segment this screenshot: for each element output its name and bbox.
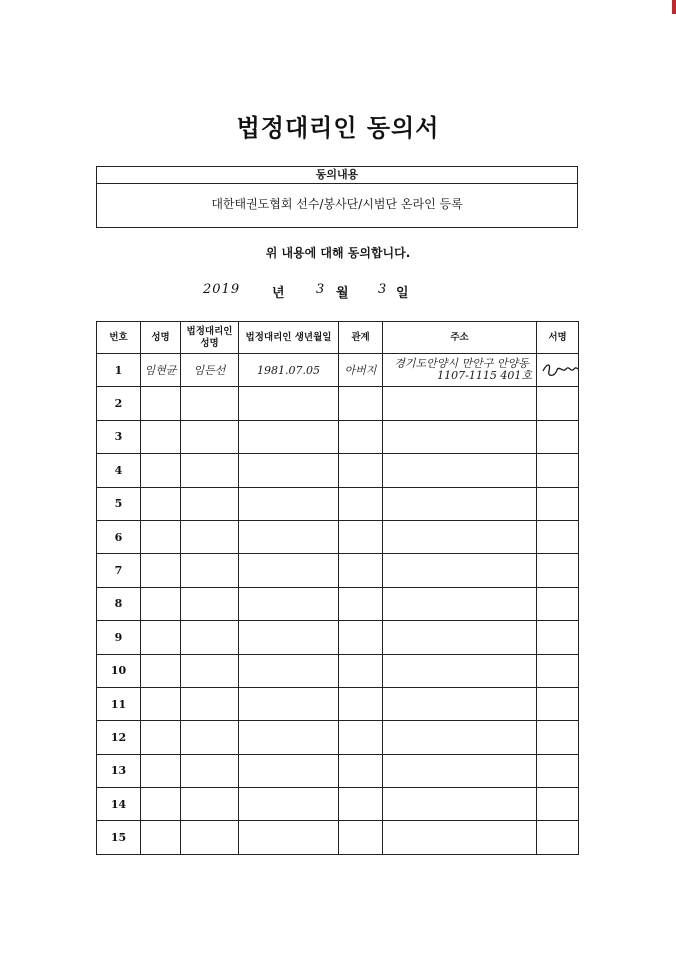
handwritten-signature [541, 357, 579, 383]
relation [339, 754, 383, 787]
guardian-birthdate [239, 487, 339, 520]
student-name [141, 621, 181, 654]
relation [339, 520, 383, 553]
table-row [97, 454, 579, 487]
relation [339, 587, 383, 620]
student-name [141, 420, 181, 453]
header-signature: 서명 [537, 322, 579, 354]
guardian-birthdate: 1981.07.05 [239, 354, 339, 387]
guardian-birthdate [239, 788, 339, 821]
guardian-name [181, 754, 239, 787]
address [383, 788, 537, 821]
address [383, 354, 537, 387]
relation [339, 387, 383, 420]
row-number: 12 [97, 721, 141, 754]
row-number: 2 [97, 387, 141, 420]
document-title: 법정대리인 동의서 [236, 114, 440, 142]
row-number: 4 [97, 454, 141, 487]
table-row [97, 554, 579, 587]
address [383, 587, 537, 620]
student-name: 임현균 [141, 354, 181, 387]
address [383, 520, 537, 553]
signature-cell [537, 621, 579, 654]
header-guardian-name: 법정대리인 성명 [181, 322, 239, 354]
relation [339, 788, 383, 821]
table-row [97, 387, 579, 420]
student-name [141, 487, 181, 520]
address [383, 454, 537, 487]
student-name [141, 454, 181, 487]
date-year-unit: 년 [272, 286, 285, 301]
guardian-birthdate [239, 721, 339, 754]
guardian-name: 임든선 [181, 354, 239, 387]
student-name [141, 520, 181, 553]
table-row [97, 687, 579, 720]
table-row [97, 420, 579, 453]
signature-cell [537, 821, 579, 854]
relation: 아버지 [339, 354, 383, 387]
address [383, 487, 537, 520]
guardian-birthdate [239, 687, 339, 720]
consent-header: 동의내용 [97, 167, 577, 184]
header-address: 주소 [383, 322, 537, 354]
relation [339, 721, 383, 754]
table-row [97, 721, 579, 754]
table-row [97, 520, 579, 553]
row-number: 10 [97, 654, 141, 687]
signature-cell [537, 754, 579, 787]
guardian-name [181, 721, 239, 754]
row-number: 14 [97, 788, 141, 821]
student-name [141, 587, 181, 620]
guardian-name [181, 454, 239, 487]
guardian-birthdate [239, 454, 339, 487]
table-row [97, 587, 579, 620]
table-row [97, 354, 579, 387]
signature-cell [537, 354, 579, 387]
guardian-name [181, 687, 239, 720]
table-row [97, 788, 579, 821]
row-number: 3 [97, 420, 141, 453]
date-row [0, 282, 676, 302]
address-line-1: 경기도안양시 만안구 안양동 [394, 357, 529, 371]
signature-cell [537, 721, 579, 754]
address-line-2: 1107-1115 401호 [437, 369, 532, 383]
guardian-name [181, 387, 239, 420]
row-number: 13 [97, 754, 141, 787]
table-row [97, 654, 579, 687]
header-guardian-birth: 법정대리인 생년월일 [239, 322, 339, 354]
relation [339, 654, 383, 687]
address [383, 621, 537, 654]
signature-cell [537, 487, 579, 520]
guardian-name [181, 554, 239, 587]
signature-cell [537, 788, 579, 821]
guardian-birthdate [239, 587, 339, 620]
row-number: 6 [97, 520, 141, 553]
relation [339, 821, 383, 854]
relation [339, 454, 383, 487]
student-name [141, 687, 181, 720]
table-row [97, 487, 579, 520]
table-row [97, 621, 579, 654]
guardian-birthdate [239, 554, 339, 587]
address [383, 387, 537, 420]
table-header-row [97, 322, 579, 354]
row-number: 9 [97, 621, 141, 654]
signature-cell [537, 554, 579, 587]
consent-box [96, 166, 578, 228]
signature-cell [537, 454, 579, 487]
guardian-birthdate [239, 621, 339, 654]
row-number: 5 [97, 487, 141, 520]
guardian-birthdate [239, 420, 339, 453]
guardian-birthdate [239, 754, 339, 787]
table-row [97, 754, 579, 787]
row-number: 7 [97, 554, 141, 587]
address [383, 754, 537, 787]
guardian-name [181, 520, 239, 553]
signature-cell [537, 654, 579, 687]
guardian-name [181, 788, 239, 821]
date-month-unit: 월 [336, 286, 349, 301]
address [383, 687, 537, 720]
student-name [141, 821, 181, 854]
student-name [141, 654, 181, 687]
guardian-name [181, 654, 239, 687]
header-relation: 관계 [339, 322, 383, 354]
guardian-name [181, 587, 239, 620]
student-name [141, 788, 181, 821]
relation [339, 687, 383, 720]
row-number: 1 [97, 354, 141, 387]
row-number: 15 [97, 821, 141, 854]
relation [339, 420, 383, 453]
corner-mark [672, 0, 676, 14]
row-number: 11 [97, 687, 141, 720]
date-day: 3 [378, 282, 388, 297]
address [383, 821, 537, 854]
guardian-birthdate [239, 520, 339, 553]
guardian-name [181, 487, 239, 520]
header-no: 번호 [97, 322, 141, 354]
student-name [141, 754, 181, 787]
relation [339, 621, 383, 654]
student-name [141, 554, 181, 587]
registration-table [96, 321, 579, 855]
signature-cell [537, 420, 579, 453]
address [383, 654, 537, 687]
student-name [141, 387, 181, 420]
student-name [141, 721, 181, 754]
row-number: 8 [97, 587, 141, 620]
signature-cell [537, 387, 579, 420]
header-name: 성명 [141, 322, 181, 354]
guardian-birthdate [239, 821, 339, 854]
guardian-birthdate [239, 387, 339, 420]
guardian-name [181, 821, 239, 854]
consent-body: 대한태권도협회 선수/봉사단/시범단 온라인 등록 [211, 197, 463, 211]
date-day-unit: 일 [396, 286, 409, 301]
guardian-name [181, 621, 239, 654]
relation [339, 487, 383, 520]
signature-cell [537, 520, 579, 553]
guardian-name [181, 420, 239, 453]
date-month: 3 [316, 282, 326, 297]
date-year: 2019 [203, 282, 241, 297]
signature-cell [537, 687, 579, 720]
address [383, 420, 537, 453]
guardian-birthdate [239, 654, 339, 687]
agree-statement: 위 내용에 대해 동의합니다. [265, 246, 411, 260]
table-row [97, 821, 579, 854]
address [383, 554, 537, 587]
address [383, 721, 537, 754]
relation [339, 554, 383, 587]
signature-cell [537, 587, 579, 620]
